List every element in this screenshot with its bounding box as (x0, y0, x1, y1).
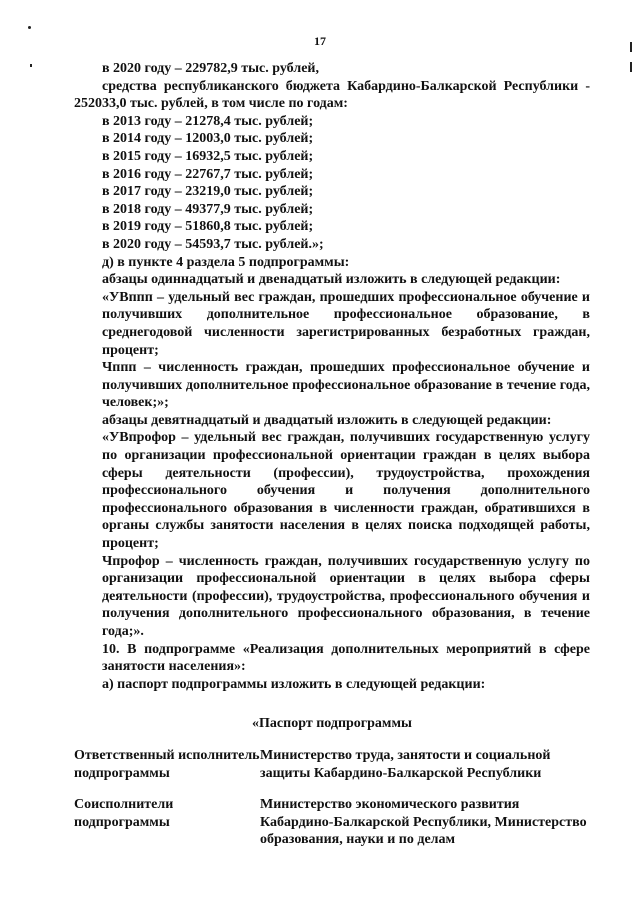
paragraph: «УВппп – удельный вес граждан, прошедших профессиональное обучение и получивших дополнительное профессиональное образование, в среднегодовой численности зарегистрированных безработных граждан, процент; (102, 289, 590, 358)
text-line: в 2016 году – 22767,7 тыс. рублей; (102, 166, 314, 182)
paragraph: 10. В подпрограмме «Реализация дополнительных мероприятий в сфере занятости населения»: (102, 641, 590, 675)
margin-dot-top (28, 26, 31, 29)
funding-lines (74, 60, 590, 289)
text-line: в 2013 году – 21278,4 тыс. рублей; (102, 113, 314, 129)
line-passport-intro: а) паспорт подпрограммы изложить в следующей редакции: (102, 676, 486, 692)
document-body (74, 60, 590, 849)
text-line: в 2017 году – 23219,0 тыс. рублей; (102, 184, 314, 200)
margin-tick-right-2 (630, 62, 632, 72)
paragraphs-2 (74, 429, 590, 675)
passport-label: Ответственный исполнитель подпрограммы (74, 747, 260, 781)
text-line: в 2020 году – 229782,9 тыс. рублей, (102, 61, 319, 76)
text-line: средства республиканского бюджета Кабардино-Балкарской Республики - (102, 78, 590, 94)
margin-dot-mid (30, 64, 32, 67)
paragraphs-1 (74, 289, 590, 412)
passport-row (74, 796, 590, 849)
text-line: в 2015 году – 16932,5 тыс. рублей; (102, 148, 314, 164)
paragraph: Чппп – численность граждан, прошедших профессиональное обучение и получивших дополнительное профессиональное образование в течение года, человек;»; (102, 360, 590, 411)
text-line: в 2020 году – 54593,7 тыс. рублей.»; (102, 236, 324, 252)
text-line: в 2014 году – 12003,0 тыс. рублей; (102, 131, 314, 147)
line-abzacy-19-20: абзацы девятнадцатый и двадцатый изложить в следующей редакции: (102, 412, 552, 428)
text-line: в 2018 году – 49377,9 тыс. рублей; (102, 201, 314, 217)
text-line: д) в пункте 4 раздела 5 подпрограммы: (102, 254, 350, 270)
text-line: 252033,0 тыс. рублей, в том числе по годам: (74, 96, 348, 112)
paragraph: «УВпрофор – удельный вес граждан, получивших государственную услугу по организации профессиональной ориентации граждан в целях выбора сферы деятельности (профессии), трудоустройства, прохождения профессионального обучения и получения дополнительного профессионального образования в численности граждан, обратившихся в органы службы занятости населения в целях поиска подходящей работы, процент; (102, 430, 590, 552)
text-line: в 2019 году – 51860,8 тыс. рублей; (102, 219, 314, 235)
passport-value: Министерство труда, занятости и социальной защиты Кабардино-Балкарской Республики (260, 747, 551, 781)
passport-table (74, 747, 590, 849)
text-line: абзацы одиннадцатый и двенадцатый изложить в следующей редакции: (102, 272, 561, 288)
passport-label: Соисполнители подпрограммы (74, 797, 174, 830)
paragraph: Чпрофор – численность граждан, получивших государственную услугу по организации профессиональной ориентации в целях выбора сферы деятельности (профессии), трудоустройства, профессионального обучения и получения дополнительного профессионального образования, в течение года;». (102, 553, 590, 639)
passport-value: Министерство экономического развития Кабардино-Балкарской Республики, Министерство образования, науки и по делам (260, 797, 587, 848)
passport-row (74, 747, 590, 782)
passport-title: «Паспорт подпрограммы (252, 716, 412, 732)
page-number: 17 (314, 34, 326, 48)
